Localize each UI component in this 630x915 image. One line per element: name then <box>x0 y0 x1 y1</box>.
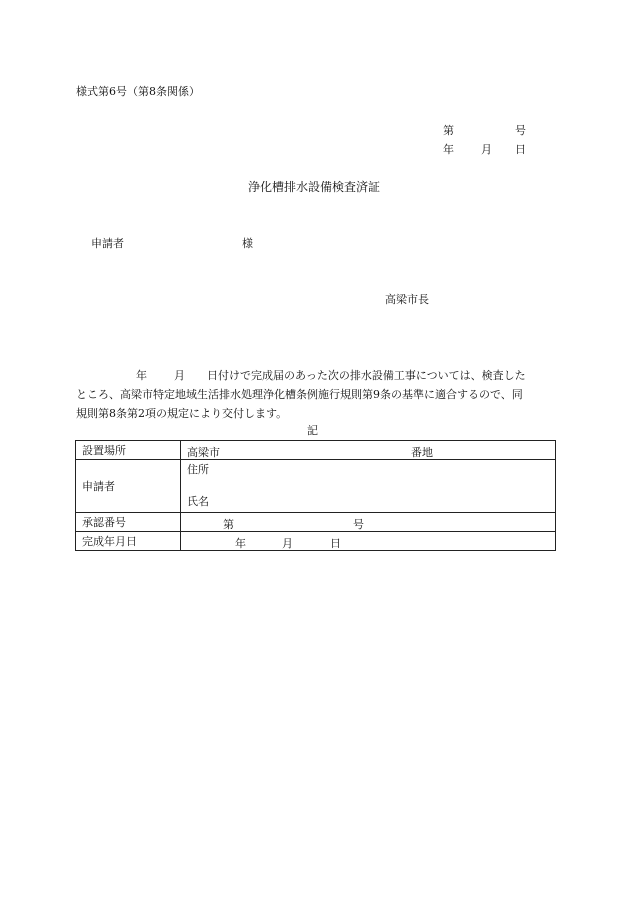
location-label: 設置場所 <box>76 441 181 460</box>
issue-number-prefix: 第 <box>443 124 454 137</box>
document-title: 浄化槽排水設備検査済証 <box>248 180 381 194</box>
approval-suffix: 号 <box>353 518 364 531</box>
completion-value <box>181 532 556 551</box>
issue-number-suffix: 号 <box>515 124 526 137</box>
applicant-row-value <box>181 460 556 513</box>
applicant-honorific: 様 <box>242 237 253 250</box>
applicant-address-label: 住所 <box>187 463 209 476</box>
location-value <box>181 441 556 460</box>
completion-month: 月 <box>282 537 293 550</box>
approval-prefix: 第 <box>223 518 234 531</box>
applicant-name-label: 氏名 <box>187 495 209 508</box>
body-line-3: 規則第8条第2項の規定により交付します。 <box>76 407 288 420</box>
location-city: 高梁市 <box>187 446 220 459</box>
issuer-title: 高梁市長 <box>385 293 429 306</box>
completion-day: 日 <box>330 537 341 550</box>
detail-table <box>75 440 556 551</box>
body-month: 月 <box>174 369 185 382</box>
completion-year: 年 <box>235 537 246 550</box>
form-number: 様式第6号（第8条関係） <box>76 85 200 98</box>
approval-value <box>181 513 556 532</box>
issue-date-year: 年 <box>443 143 454 156</box>
body-line-2: ところ、高梁市特定地域生活排水処理浄化槽条例施行規則第9条の基準に適合するので、同 <box>76 388 523 401</box>
location-lot: 番地 <box>411 446 433 459</box>
applicant-row-label: 申請者 <box>76 460 181 513</box>
table-row-completion <box>76 532 556 551</box>
ki-heading: 記 <box>307 424 318 437</box>
completion-label: 完成年月日 <box>76 532 181 551</box>
issue-date-day: 日 <box>515 143 526 156</box>
body-year: 年 <box>136 369 147 382</box>
applicant-label: 申請者 <box>91 237 124 250</box>
issue-date-month: 月 <box>481 143 492 156</box>
table-row-approval <box>76 513 556 532</box>
approval-label: 承認番号 <box>76 513 181 532</box>
table-row-location <box>76 441 556 460</box>
table-row-applicant <box>76 460 556 513</box>
body-text-rest: 日付けで完成届のあった次の排水設備工事については、検査した <box>207 369 526 382</box>
